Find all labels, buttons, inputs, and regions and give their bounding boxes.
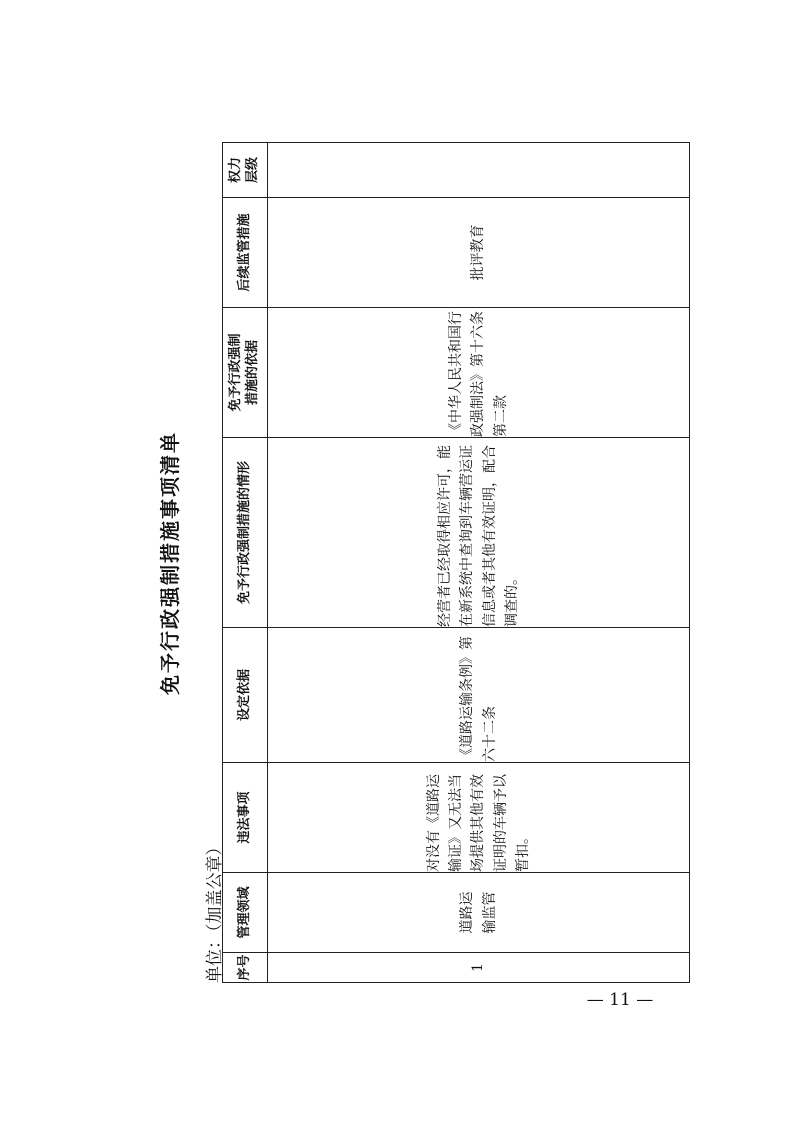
cell-seq: 1 — [268, 953, 690, 983]
cell-violation: 对没有《道路运输证》又无法当场提供其他有效证明的车辆予以暂扣。 — [268, 763, 690, 873]
cell-level — [268, 143, 690, 198]
header-basis: 设定依据 — [223, 628, 268, 763]
header-seq: 序号 — [223, 953, 268, 983]
cell-domain: 道路运输监管 — [268, 873, 690, 953]
table-header-row — [223, 143, 268, 983]
header-followup: 后续监管措施 — [223, 198, 268, 308]
table-row — [268, 143, 690, 983]
exemption-table — [222, 142, 690, 983]
unit-label: 单位：（加盖公章） — [205, 838, 225, 983]
rotated-document — [150, 143, 690, 983]
cell-exempt-basis: 《中华人民共和国行政强制法》第十六条第二款 — [268, 308, 690, 438]
header-circumstance: 免予行政强制措施的情形 — [223, 438, 268, 628]
header-violation: 违法事项 — [223, 763, 268, 873]
cell-followup: 批评教育 — [268, 198, 690, 308]
page-number: — 11 — — [586, 990, 654, 1010]
cell-circumstance: 经营者已经取得相应许可，能在新系统中查询到车辆营运证信息或者其他有效证明，配合调查的。 — [268, 438, 690, 628]
header-exempt-basis: 免予行政强制措施的依据 — [223, 308, 268, 438]
cell-basis: 《道路运输条例》第六十二条 — [268, 628, 690, 763]
header-domain: 管理领域 — [223, 873, 268, 953]
header-level: 权力层级 — [223, 143, 268, 198]
document-title: 免予行政强制措施事项清单 — [158, 431, 182, 695]
